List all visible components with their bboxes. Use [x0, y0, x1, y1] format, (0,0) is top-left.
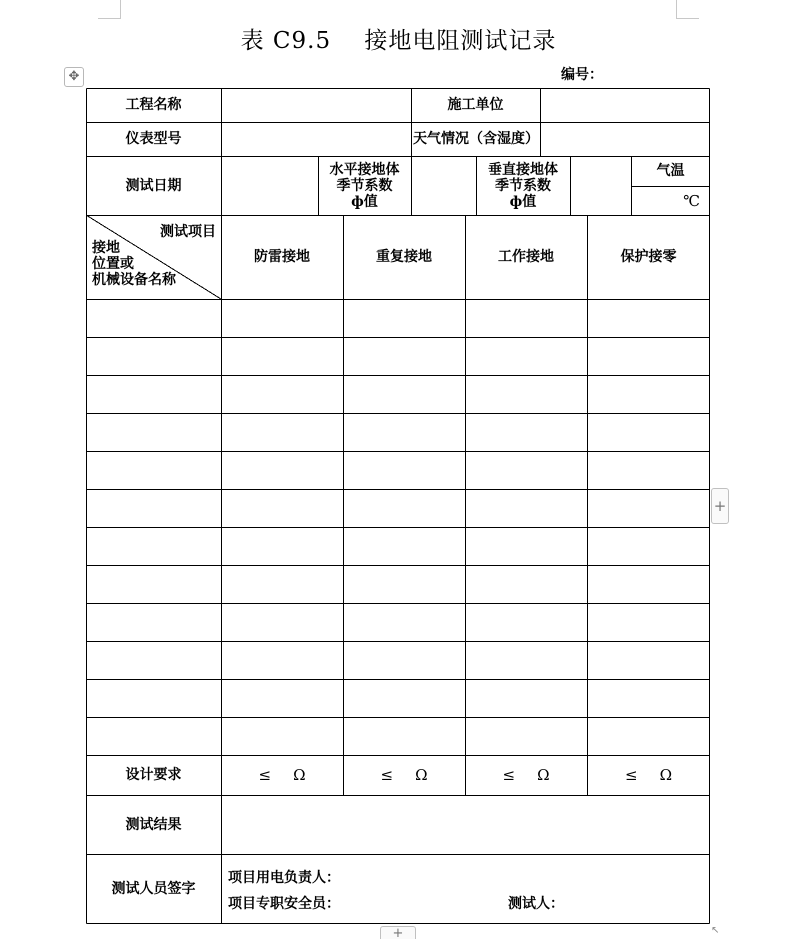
- resistance-cell[interactable]: [343, 451, 465, 489]
- horizontal-coef-line-2: 季节系数: [336, 177, 393, 194]
- resistance-cell[interactable]: [587, 527, 710, 565]
- design-requirement-label: 设计要求: [125, 767, 182, 783]
- resistance-cell[interactable]: [587, 641, 710, 679]
- grounding-record-table: [86, 88, 710, 924]
- ohm-unit: Ω: [537, 766, 550, 784]
- less-equal-symbol: ≤: [624, 766, 638, 784]
- ohm-unit: Ω: [659, 766, 672, 784]
- location-cell[interactable]: [86, 603, 221, 641]
- location-cell[interactable]: [86, 489, 221, 527]
- vertical-coef-label: [476, 156, 570, 215]
- safety-officer-signature[interactable]: 项目专职安全员：: [228, 896, 340, 912]
- signature-label: 测试人员签字: [111, 881, 196, 897]
- ohm-unit: Ω: [293, 766, 306, 784]
- column-protective-neutral: 保护接零: [620, 249, 677, 265]
- resistance-cell[interactable]: [587, 603, 710, 641]
- temperature-input[interactable]: [631, 186, 710, 215]
- corner-header-test-item: 测试项目: [160, 224, 216, 240]
- resistance-cell[interactable]: [587, 451, 710, 489]
- vertical-coef-line-2: 季节系数: [495, 177, 551, 194]
- corner-line-1: 接地: [92, 240, 120, 256]
- resistance-cell[interactable]: [221, 489, 343, 527]
- vertical-coef-line-1: 垂直接地体: [488, 161, 558, 178]
- resistance-cell[interactable]: [587, 299, 710, 337]
- vertical-coef-line-3: ф值: [509, 193, 537, 210]
- resistance-cell[interactable]: [221, 603, 343, 641]
- resistance-cell[interactable]: [587, 565, 710, 603]
- corner-line-2: 位置或: [92, 256, 134, 272]
- resistance-cell[interactable]: [587, 375, 710, 413]
- design-value-protective[interactable]: [587, 755, 710, 795]
- resistance-cell[interactable]: [343, 527, 465, 565]
- temperature-label: 气温: [656, 163, 685, 179]
- horizontal-coef-line-3: ф值: [351, 193, 378, 210]
- location-cell[interactable]: [86, 337, 221, 375]
- resistance-cell[interactable]: [587, 489, 710, 527]
- resistance-cell[interactable]: [587, 679, 710, 717]
- resistance-cell[interactable]: [221, 451, 343, 489]
- resistance-cell[interactable]: [465, 679, 587, 717]
- vertical-coef-input[interactable]: [570, 156, 631, 215]
- location-cell[interactable]: [86, 451, 221, 489]
- column-working-grounding: 工作接地: [498, 249, 554, 265]
- table-move-icon[interactable]: ✥: [64, 67, 84, 87]
- horizontal-coef-line-1: 水平接地体: [329, 161, 400, 178]
- project-name-label: 工程名称: [125, 97, 182, 113]
- resistance-cell[interactable]: [221, 641, 343, 679]
- resistance-cell[interactable]: [343, 299, 465, 337]
- design-value-working[interactable]: [465, 755, 587, 795]
- resistance-cell[interactable]: [343, 565, 465, 603]
- contractor-input[interactable]: [540, 88, 710, 122]
- temperature-unit: ℃: [683, 191, 700, 210]
- resistance-cell[interactable]: [343, 413, 465, 451]
- resistance-cell[interactable]: [221, 717, 343, 755]
- resistance-cell[interactable]: [343, 337, 465, 375]
- location-cell[interactable]: [86, 299, 221, 337]
- resistance-cell[interactable]: [465, 603, 587, 641]
- location-cell[interactable]: [86, 717, 221, 755]
- add-column-plus-icon[interactable]: +: [711, 488, 729, 524]
- project-name-input[interactable]: [221, 88, 411, 122]
- test-date-label: 测试日期: [125, 177, 182, 194]
- resistance-cell[interactable]: [221, 413, 343, 451]
- resistance-cell[interactable]: [221, 527, 343, 565]
- location-cell[interactable]: [86, 375, 221, 413]
- resistance-cell[interactable]: [465, 299, 587, 337]
- resistance-cell[interactable]: [343, 603, 465, 641]
- page-margin-corner-right: [676, 0, 699, 19]
- corner-header-location: [92, 238, 212, 290]
- tester-signature[interactable]: 测试人：: [508, 896, 564, 912]
- resistance-cell[interactable]: [465, 337, 587, 375]
- design-value-lightning[interactable]: [221, 755, 343, 795]
- page-margin-corner-left: [98, 0, 121, 19]
- resistance-cell[interactable]: [465, 375, 587, 413]
- horizontal-coef-input[interactable]: [411, 156, 476, 215]
- test-result-input[interactable]: [221, 795, 710, 854]
- resistance-cell[interactable]: [587, 413, 710, 451]
- resistance-cell[interactable]: [465, 717, 587, 755]
- location-cell[interactable]: [86, 527, 221, 565]
- table-resize-corner-icon[interactable]: ↖: [711, 925, 720, 936]
- resistance-cell[interactable]: [343, 375, 465, 413]
- resistance-cell[interactable]: [587, 717, 710, 755]
- location-cell[interactable]: [86, 565, 221, 603]
- resistance-cell[interactable]: [343, 489, 465, 527]
- test-date-input[interactable]: [221, 156, 318, 215]
- location-cell[interactable]: [86, 641, 221, 679]
- resistance-cell[interactable]: [465, 489, 587, 527]
- electric-lead-signature[interactable]: 项目用电负责人：: [228, 870, 340, 886]
- resistance-cell[interactable]: [587, 337, 710, 375]
- weather-input[interactable]: [540, 122, 710, 156]
- resistance-cell[interactable]: [465, 413, 587, 451]
- resistance-cell[interactable]: [221, 299, 343, 337]
- resistance-cell[interactable]: [343, 641, 465, 679]
- resistance-cell[interactable]: [221, 565, 343, 603]
- resistance-cell[interactable]: [465, 527, 587, 565]
- resistance-cell[interactable]: [343, 679, 465, 717]
- corner-line-3: 机械设备名称: [92, 272, 176, 288]
- weather-label: 天气情况（含湿度）: [413, 131, 539, 147]
- instrument-input[interactable]: [221, 122, 411, 156]
- code-label: 编号：: [561, 67, 603, 83]
- location-cell[interactable]: [86, 679, 221, 717]
- ohm-unit: Ω: [415, 766, 428, 784]
- resistance-cell[interactable]: [465, 451, 587, 489]
- resistance-cell[interactable]: [465, 641, 587, 679]
- contractor-label: 施工单位: [447, 97, 504, 113]
- add-row-plus-icon[interactable]: +: [380, 926, 416, 939]
- resistance-cell[interactable]: [221, 337, 343, 375]
- resistance-cell[interactable]: [221, 679, 343, 717]
- column-lightning-grounding: 防雷接地: [254, 249, 310, 265]
- resistance-cell[interactable]: [465, 565, 587, 603]
- less-equal-symbol: ≤: [380, 766, 394, 784]
- column-repeat-grounding: 重复接地: [376, 249, 432, 265]
- resistance-cell[interactable]: [221, 375, 343, 413]
- location-cell[interactable]: [86, 413, 221, 451]
- instrument-label: 仪表型号: [125, 131, 182, 147]
- test-result-label: 测试结果: [125, 816, 182, 833]
- resistance-cell[interactable]: [343, 717, 465, 755]
- form-title: 表 C9.5 接地电阻测试记录: [240, 28, 557, 54]
- design-value-repeat[interactable]: [343, 755, 465, 795]
- horizontal-coef-label: [318, 156, 411, 215]
- less-equal-symbol: ≤: [502, 766, 516, 784]
- less-equal-symbol: ≤: [258, 766, 272, 784]
